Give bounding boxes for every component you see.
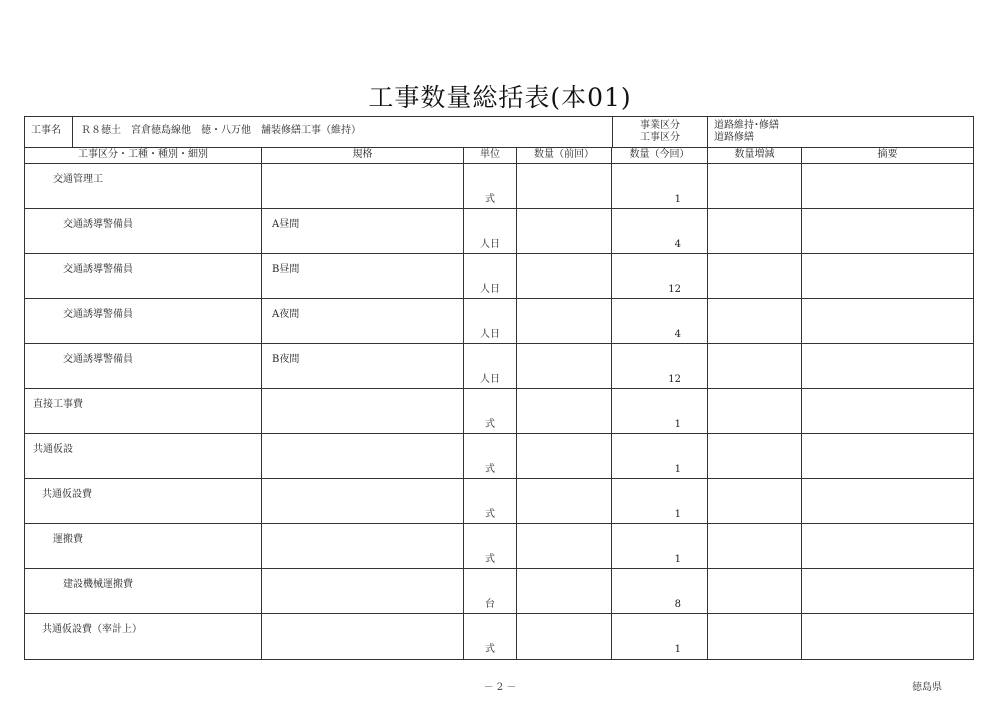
- cell-qty-text: 1: [674, 509, 681, 520]
- cell-unit-text: 人日: [480, 239, 500, 250]
- quantity-summary-sheet: [24, 116, 974, 660]
- cell-prev: [517, 434, 612, 479]
- cell-note: [802, 524, 973, 569]
- cell-prev: [517, 344, 612, 389]
- cell-qty: [612, 569, 708, 614]
- cell-spec: A夜間: [262, 299, 464, 344]
- cell-unit-text: 人日: [480, 374, 500, 385]
- col-header-unit: 単位: [464, 147, 517, 163]
- col-header-current-qty: 数量（今回）: [612, 147, 708, 163]
- cell-prev: [517, 209, 612, 254]
- cell-name: 直接工事費: [25, 389, 262, 434]
- table-row: [25, 389, 973, 434]
- cell-qty: [612, 614, 708, 659]
- cell-spec: [262, 524, 464, 569]
- cell-note: [802, 614, 973, 659]
- organization-name: 徳島県: [912, 682, 942, 693]
- cell-note: [802, 344, 973, 389]
- cell-unit-text: 式: [485, 194, 495, 205]
- cell-qty-text: 1: [674, 554, 681, 565]
- cell-unit: [464, 614, 517, 659]
- cell-qty-text: 4: [674, 239, 681, 250]
- cell-diff: [708, 299, 802, 344]
- cell-spec: [262, 164, 464, 209]
- cell-qty-text: 4: [674, 329, 681, 340]
- cell-diff: [708, 614, 802, 659]
- work-category-value: 道路修繕: [714, 132, 754, 143]
- cell-name: 交通管理工: [25, 164, 262, 209]
- cell-qty: [612, 344, 708, 389]
- cell-spec: [262, 614, 464, 659]
- table-row: [25, 434, 973, 479]
- cell-name: 共通仮設: [25, 434, 262, 479]
- cell-qty-text: 1: [674, 419, 681, 430]
- cell-unit-text: 式: [485, 554, 495, 565]
- cell-note: [802, 569, 973, 614]
- cell-unit: [464, 164, 517, 209]
- cell-name: 交通誘導警備員: [25, 209, 262, 254]
- cell-prev: [517, 524, 612, 569]
- cell-note: [802, 299, 973, 344]
- cell-unit: [464, 389, 517, 434]
- business-category-label: 事業区分: [640, 120, 680, 131]
- cell-diff: [708, 479, 802, 524]
- project-header: [25, 117, 973, 148]
- cell-prev: [517, 479, 612, 524]
- cell-qty: [612, 164, 708, 209]
- cell-note: [802, 209, 973, 254]
- cell-diff: [708, 524, 802, 569]
- cell-spec: [262, 389, 464, 434]
- cell-diff: [708, 209, 802, 254]
- cell-note: [802, 164, 973, 209]
- cell-spec: B夜間: [262, 344, 464, 389]
- table-row: [25, 524, 973, 569]
- cell-spec: [262, 569, 464, 614]
- table-row: [25, 209, 973, 254]
- cell-unit-text: 台: [485, 599, 495, 610]
- table-row: [25, 479, 973, 524]
- cell-note: [802, 254, 973, 299]
- cell-qty: [612, 389, 708, 434]
- cell-spec: [262, 434, 464, 479]
- cell-qty: [612, 299, 708, 344]
- cell-unit-text: 式: [485, 464, 495, 475]
- cell-unit: [464, 434, 517, 479]
- cell-diff: [708, 344, 802, 389]
- table-row: [25, 569, 973, 614]
- col-header-qty-change: 数量増減: [708, 147, 802, 163]
- page-number: － 2 －: [483, 682, 517, 693]
- cell-unit-text: 式: [485, 509, 495, 520]
- cell-qty-text: 8: [674, 599, 681, 610]
- cell-name: 交通誘導警備員: [25, 344, 262, 389]
- page-title: 工事数量総括表(本01): [368, 83, 632, 112]
- cell-qty: [612, 209, 708, 254]
- cell-spec: B昼間: [262, 254, 464, 299]
- col-header-spec: 規格: [262, 147, 464, 163]
- cell-qty-text: 1: [674, 644, 681, 655]
- col-header-item: 工事区分・工種・種別・細別: [25, 147, 262, 163]
- cell-prev: [517, 614, 612, 659]
- cell-note: [802, 479, 973, 524]
- cell-qty: [612, 479, 708, 524]
- cell-name: 建設機械運搬費: [25, 569, 262, 614]
- col-header-prev-qty: 数量（前回）: [517, 147, 612, 163]
- cell-spec: [262, 479, 464, 524]
- cell-diff: [708, 434, 802, 479]
- cell-unit-text: 式: [485, 419, 495, 430]
- cell-unit: [464, 254, 517, 299]
- table-row: [25, 164, 973, 209]
- cell-qty: [612, 254, 708, 299]
- cell-qty: [612, 434, 708, 479]
- project-name-value: Ｒ８徳土 宮倉徳島線他 徳・八万他 舗装修繕工事（維持）: [73, 117, 613, 147]
- cell-unit: [464, 209, 517, 254]
- table-row: [25, 299, 973, 344]
- table-row: [25, 254, 973, 299]
- cell-unit: [464, 299, 517, 344]
- cell-qty-text: 1: [674, 194, 681, 205]
- cell-note: [802, 434, 973, 479]
- category-values: [708, 117, 973, 147]
- cell-prev: [517, 299, 612, 344]
- cell-unit: [464, 524, 517, 569]
- column-header-row: [25, 147, 973, 164]
- cell-qty: [612, 524, 708, 569]
- cell-diff: [708, 164, 802, 209]
- cell-unit: [464, 344, 517, 389]
- cell-diff: [708, 389, 802, 434]
- category-labels: [613, 117, 708, 147]
- cell-qty-text: 12: [668, 284, 681, 295]
- cell-name: 共通仮設費: [25, 479, 262, 524]
- business-category-value: 道路維持･修繕: [714, 120, 779, 131]
- table-row: [25, 614, 973, 659]
- table-row: [25, 344, 973, 389]
- cell-unit-text: 人日: [480, 284, 500, 295]
- cell-name: 交通誘導警備員: [25, 254, 262, 299]
- cell-name: 共通仮設費（率計上）: [25, 614, 262, 659]
- work-category-label: 工事区分: [640, 132, 680, 143]
- cell-name: 運搬費: [25, 524, 262, 569]
- cell-name: 交通誘導警備員: [25, 299, 262, 344]
- cell-qty-text: 12: [668, 374, 681, 385]
- cell-spec: A昼間: [262, 209, 464, 254]
- cell-qty-text: 1: [674, 464, 681, 475]
- cell-unit: [464, 569, 517, 614]
- cell-unit: [464, 479, 517, 524]
- cell-note: [802, 389, 973, 434]
- cell-prev: [517, 389, 612, 434]
- cell-unit-text: 人日: [480, 329, 500, 340]
- cell-prev: [517, 164, 612, 209]
- cell-diff: [708, 569, 802, 614]
- cell-prev: [517, 254, 612, 299]
- cell-prev: [517, 569, 612, 614]
- project-name-label: 工事名: [25, 117, 73, 147]
- cell-diff: [708, 254, 802, 299]
- cell-unit-text: 式: [485, 644, 495, 655]
- col-header-remarks: 摘要: [877, 149, 898, 160]
